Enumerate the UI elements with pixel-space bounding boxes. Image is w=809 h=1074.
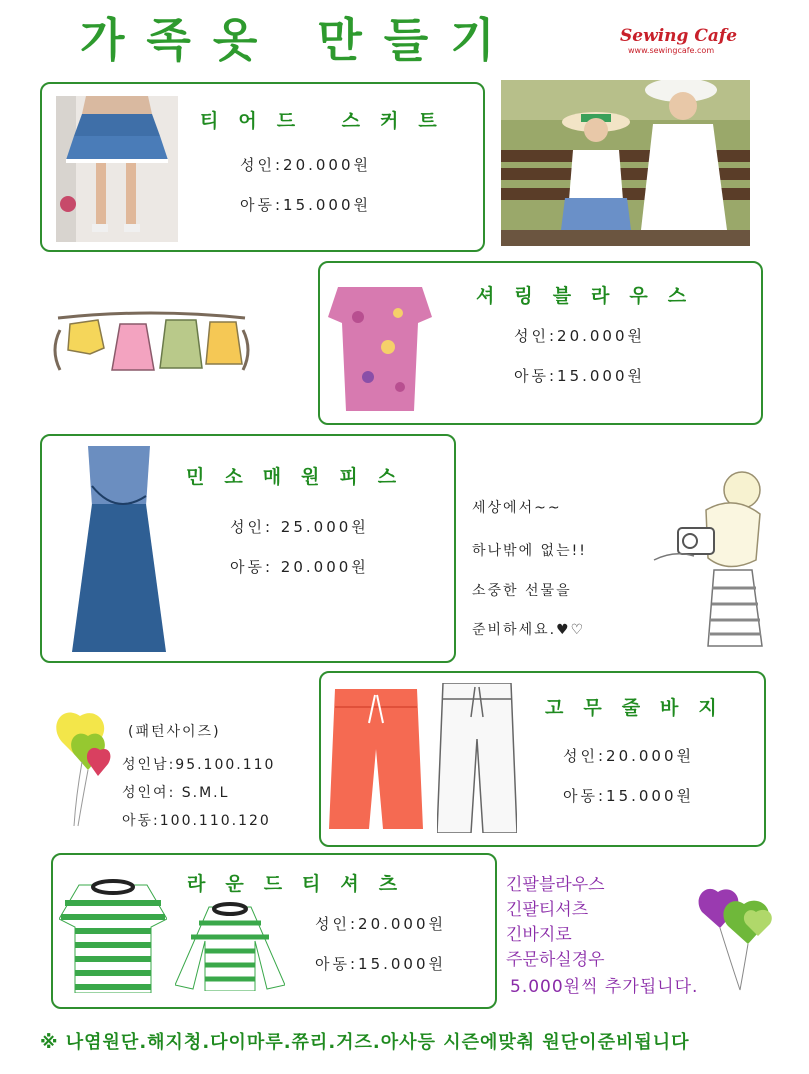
surcharge-note: 5.000원씩 추가됩니다. — [510, 977, 699, 997]
sewing-cafe-logo[interactable] — [620, 26, 740, 55]
product-title: 민소매원피스 — [186, 466, 417, 488]
product-title: 고무줄바지 — [545, 697, 737, 719]
product-box-elastic-pants — [319, 671, 766, 847]
child-price: 아동:15.000원 — [240, 196, 372, 214]
adult-price: 성인:20.000원 — [240, 156, 372, 174]
product-box-shirring-blouse — [318, 261, 763, 425]
pattern-size-adult-female: 성인여: S.M.L — [122, 785, 230, 801]
product-box-tiered-skirt — [40, 82, 485, 252]
footer-note: ※ 나염원단.해지청.다이마루.쮸리.거즈.아사등 시즌에맞춰 원단이준비됩니다 — [40, 1032, 690, 1053]
message-line: 하나밖에 없는!! — [472, 543, 587, 559]
product-title: 셔링블라우스 — [476, 285, 707, 307]
logo-text: Sewing Cafe — [620, 26, 738, 46]
shirring-blouse-photo — [328, 277, 432, 411]
heart-balloons-illustration — [696, 884, 786, 994]
message-line: 소중한 선물을 — [472, 583, 572, 599]
girl-camera-illustration — [624, 470, 774, 650]
child-price: 아동:15.000원 — [514, 367, 646, 385]
extra-note-line: 긴팔블라우스 — [506, 875, 605, 895]
product-box-round-tshirt — [51, 853, 497, 1009]
round-tshirt-child-photo — [175, 901, 285, 991]
balloons-illustration — [52, 706, 116, 830]
tiered-skirt-photo — [56, 96, 178, 242]
pattern-size-heading: (패턴사이즈) — [128, 724, 221, 740]
child-price: 아동:15.000원 — [563, 787, 695, 805]
family-bench-photo — [501, 80, 750, 246]
child-price: 아동: 20.000원 — [230, 558, 369, 576]
round-tshirt-adult-photo — [59, 879, 167, 993]
pattern-size-child: 아동:100.110.120 — [122, 813, 271, 829]
message-line: 준비하세요.♥♡ — [472, 622, 586, 638]
product-box-sleeveless-dress — [40, 434, 456, 663]
elastic-pants-red-photo — [329, 689, 423, 829]
product-title: 라운드티셔츠 — [187, 873, 418, 895]
extra-note-line: 긴바지로 — [506, 925, 572, 945]
adult-price: 성인:20.000원 — [514, 327, 646, 345]
pattern-size-adult-male: 성인남:95.100.110 — [122, 757, 276, 773]
adult-price: 성인: 25.000원 — [230, 518, 369, 536]
adult-price: 성인:20.000원 — [563, 747, 695, 765]
extra-note-line: 긴팔티셔츠 — [506, 900, 589, 920]
hanging-clothes-illustration — [50, 290, 255, 390]
adult-price: 성인:20.000원 — [315, 915, 447, 933]
extra-note-line: 주문하실경우 — [506, 950, 605, 970]
page-title: 가족옷 만들기 — [80, 13, 517, 67]
child-price: 아동:15.000원 — [315, 955, 447, 973]
elastic-pants-white-photo — [437, 683, 517, 833]
message-line: 세상에서~~ — [472, 500, 562, 516]
logo-url: www.sewingcafe.com — [628, 46, 715, 55]
product-title: 티어드 스커트 — [200, 110, 457, 132]
sleeveless-dress-photo — [66, 446, 172, 656]
